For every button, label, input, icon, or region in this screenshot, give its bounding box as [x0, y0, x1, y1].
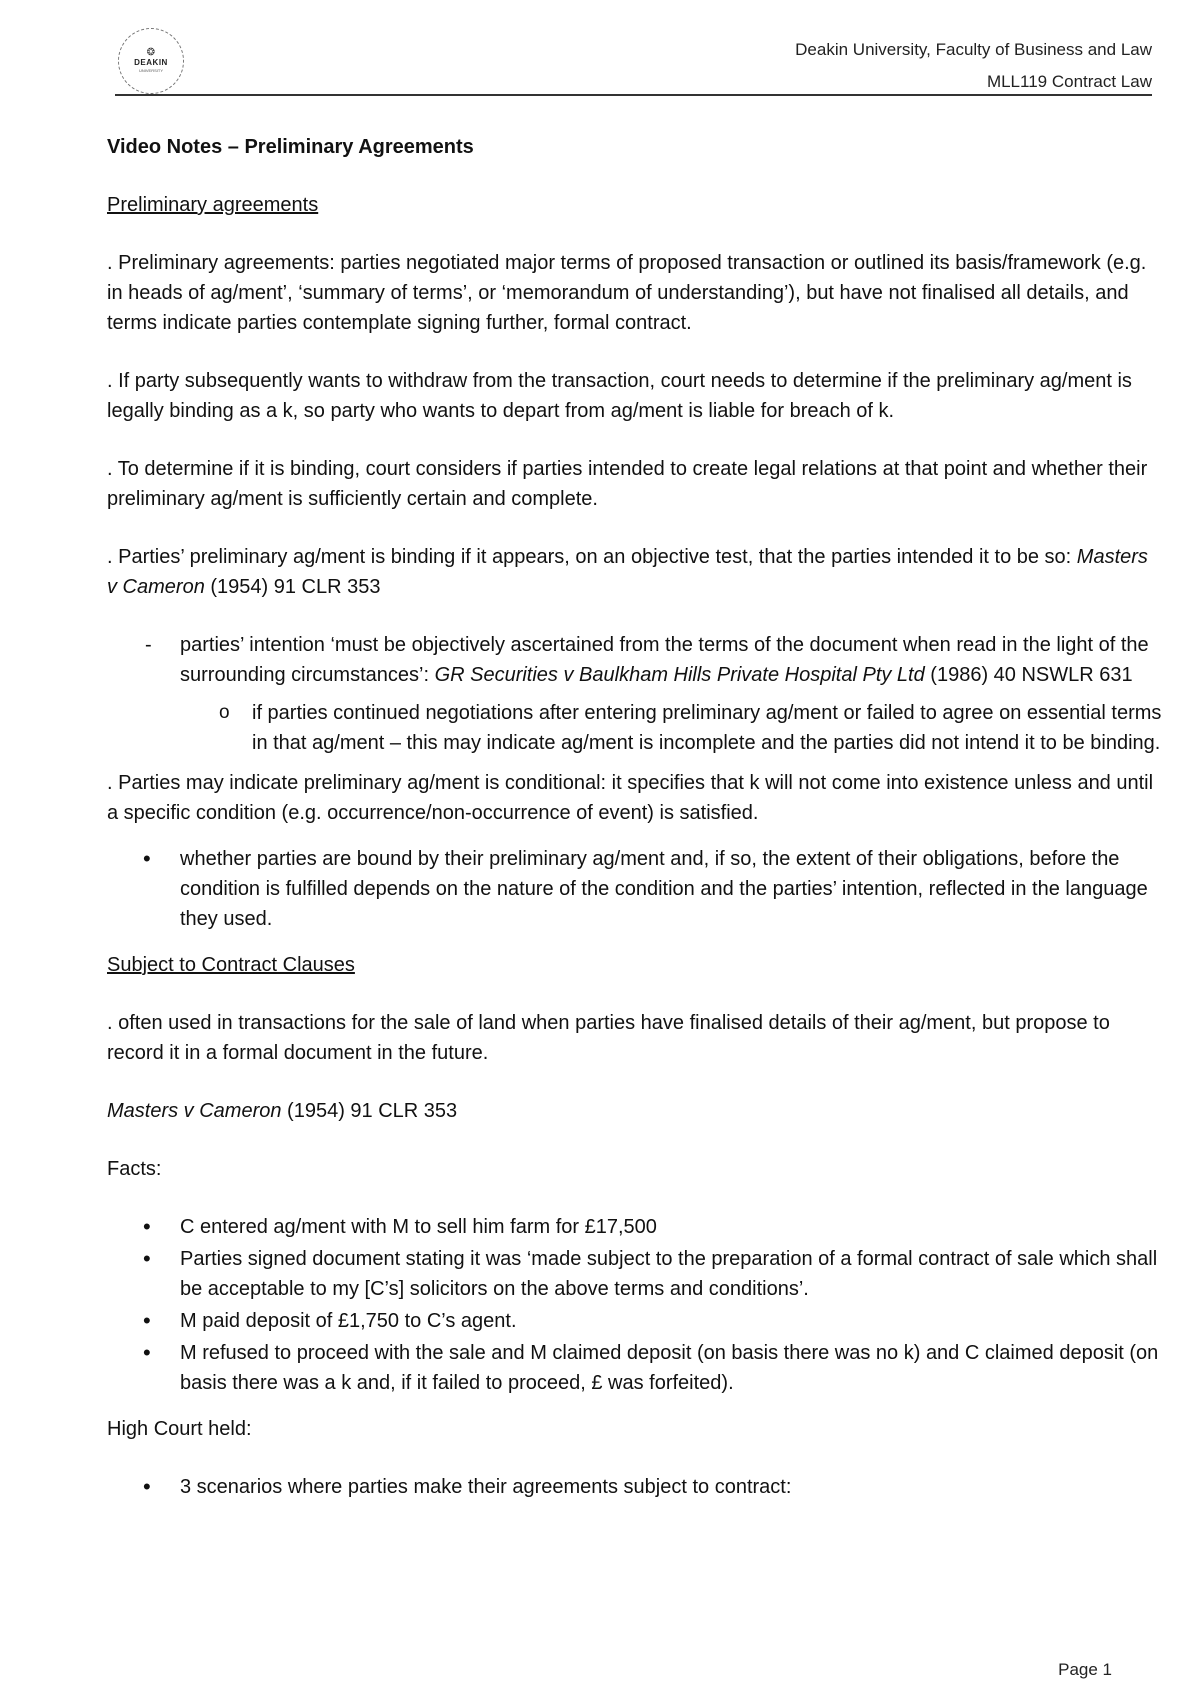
held-list	[107, 1472, 1162, 1502]
list-item: • 3 scenarios where parties make their agreements subject to contract:	[107, 1472, 1162, 1502]
case-name: GR Securities v Baulkham Hills Private Hospital Pty Ltd	[434, 664, 925, 686]
list-item: • whether parties are bound by their preliminary ag/ment and, if so, the extent of their obligations, before the condition is fulfilled depends on the nature of the condition and the parties’ intention, reflected in the language they used.	[107, 844, 1162, 934]
list-item-text: parties’ intention ‘must be objectively ascertained from the terms of the document when read in the light of the surrounding circumstances’:	[180, 634, 1149, 686]
list-item: • M refused to proceed with the sale and M claimed deposit (on basis there was no k) and C claimed deposit (on basis there was a k and, if it failed to proceed, £ was forfeited).	[107, 1338, 1162, 1398]
logo-subtext: UNIVERSITY	[138, 68, 163, 73]
sub-list	[179, 698, 1162, 758]
case-citation: (1986) 40 NSWLR 631	[924, 664, 1133, 686]
dash-list	[107, 630, 1162, 690]
paragraph: . To determine if it is binding, court considers if parties intended to create legal relations at that point and whether their preliminary ag/ment is sufficiently certain and complete.	[107, 458, 1148, 510]
paragraph: . Preliminary agreements: parties negotiated major terms of proposed transaction or outlined its basis/framework (e.g. in heads of ag/ment’, ‘summary of terms’, or ‘memorandum of understanding’), but have not finalised all details, and terms indicate parties contemplate signing further, formal contract.	[107, 252, 1147, 334]
deakin-logo	[118, 28, 184, 94]
header-divider	[115, 94, 1152, 96]
case-citation: (1954) 91 CLR 353	[281, 1100, 458, 1122]
page-number: Page 1	[1058, 1660, 1112, 1679]
logo-wordmark: DEAKIN	[134, 58, 168, 67]
facts-label: Facts:	[107, 1158, 162, 1180]
crest-icon: ❂	[146, 47, 156, 58]
document-body	[107, 132, 1162, 1518]
paragraph: . often used in transactions for the sale of land when parties have finalised details of their ag/ment, but propose to record it in a formal document in the future.	[107, 1012, 1110, 1064]
header-unit: MLL119 Contract Law	[986, 72, 1152, 91]
list-item: o if parties continued negotiations after entering preliminary ag/ment or failed to agree on essential terms in that ag/ment – this may indicate ag/ment is incomplete and the parties did not intend it to be binding.	[179, 698, 1162, 758]
facts-list	[107, 1212, 1162, 1398]
list-item: • C entered ag/ment with M to sell him farm for £17,500	[107, 1212, 1162, 1242]
page-title: Video Notes – Preliminary Agreements	[107, 136, 474, 158]
paragraph: . If party subsequently wants to withdraw from the transaction, court needs to determine if the preliminary ag/ment is legally binding as a k, so party who wants to depart from ag/ment is liable for breach of k.	[107, 370, 1132, 422]
section-heading-subject-to-contract: Subject to Contract Clauses	[107, 954, 355, 976]
paragraph: . Parties may indicate preliminary ag/ment is conditional: it specifies that k will not come into existence unless and until a specific condition (e.g. occurrence/non-occurrence of event) is satisfied.	[107, 772, 1154, 824]
case-citation: (1954) 91 CLR 353	[204, 576, 381, 598]
paragraph-text: . Parties’ preliminary ag/ment is binding if it appears, on an objective test, that the parties intended it to be so:	[107, 546, 1077, 568]
case-name: Masters v Cameron	[107, 546, 1148, 598]
page-header	[795, 34, 1152, 98]
list-item	[107, 630, 1162, 690]
case-heading	[107, 1096, 1162, 1126]
held-label: High Court held:	[107, 1418, 252, 1440]
bullet-list	[107, 844, 1162, 934]
section-heading-preliminary: Preliminary agreements	[107, 194, 319, 216]
paragraph-binding-test	[107, 542, 1162, 602]
list-item: • Parties signed document stating it was ‘made subject to the preparation of a formal contract of sale which shall be acceptable to my [C’s] solicitors on the above terms and conditions’.	[107, 1244, 1162, 1304]
header-institution: Deakin University, Faculty of Business and Law	[795, 40, 1152, 59]
list-item: • M paid deposit of £1,750 to C’s agent.	[107, 1306, 1162, 1336]
case-name: Masters v Cameron	[107, 1100, 282, 1122]
